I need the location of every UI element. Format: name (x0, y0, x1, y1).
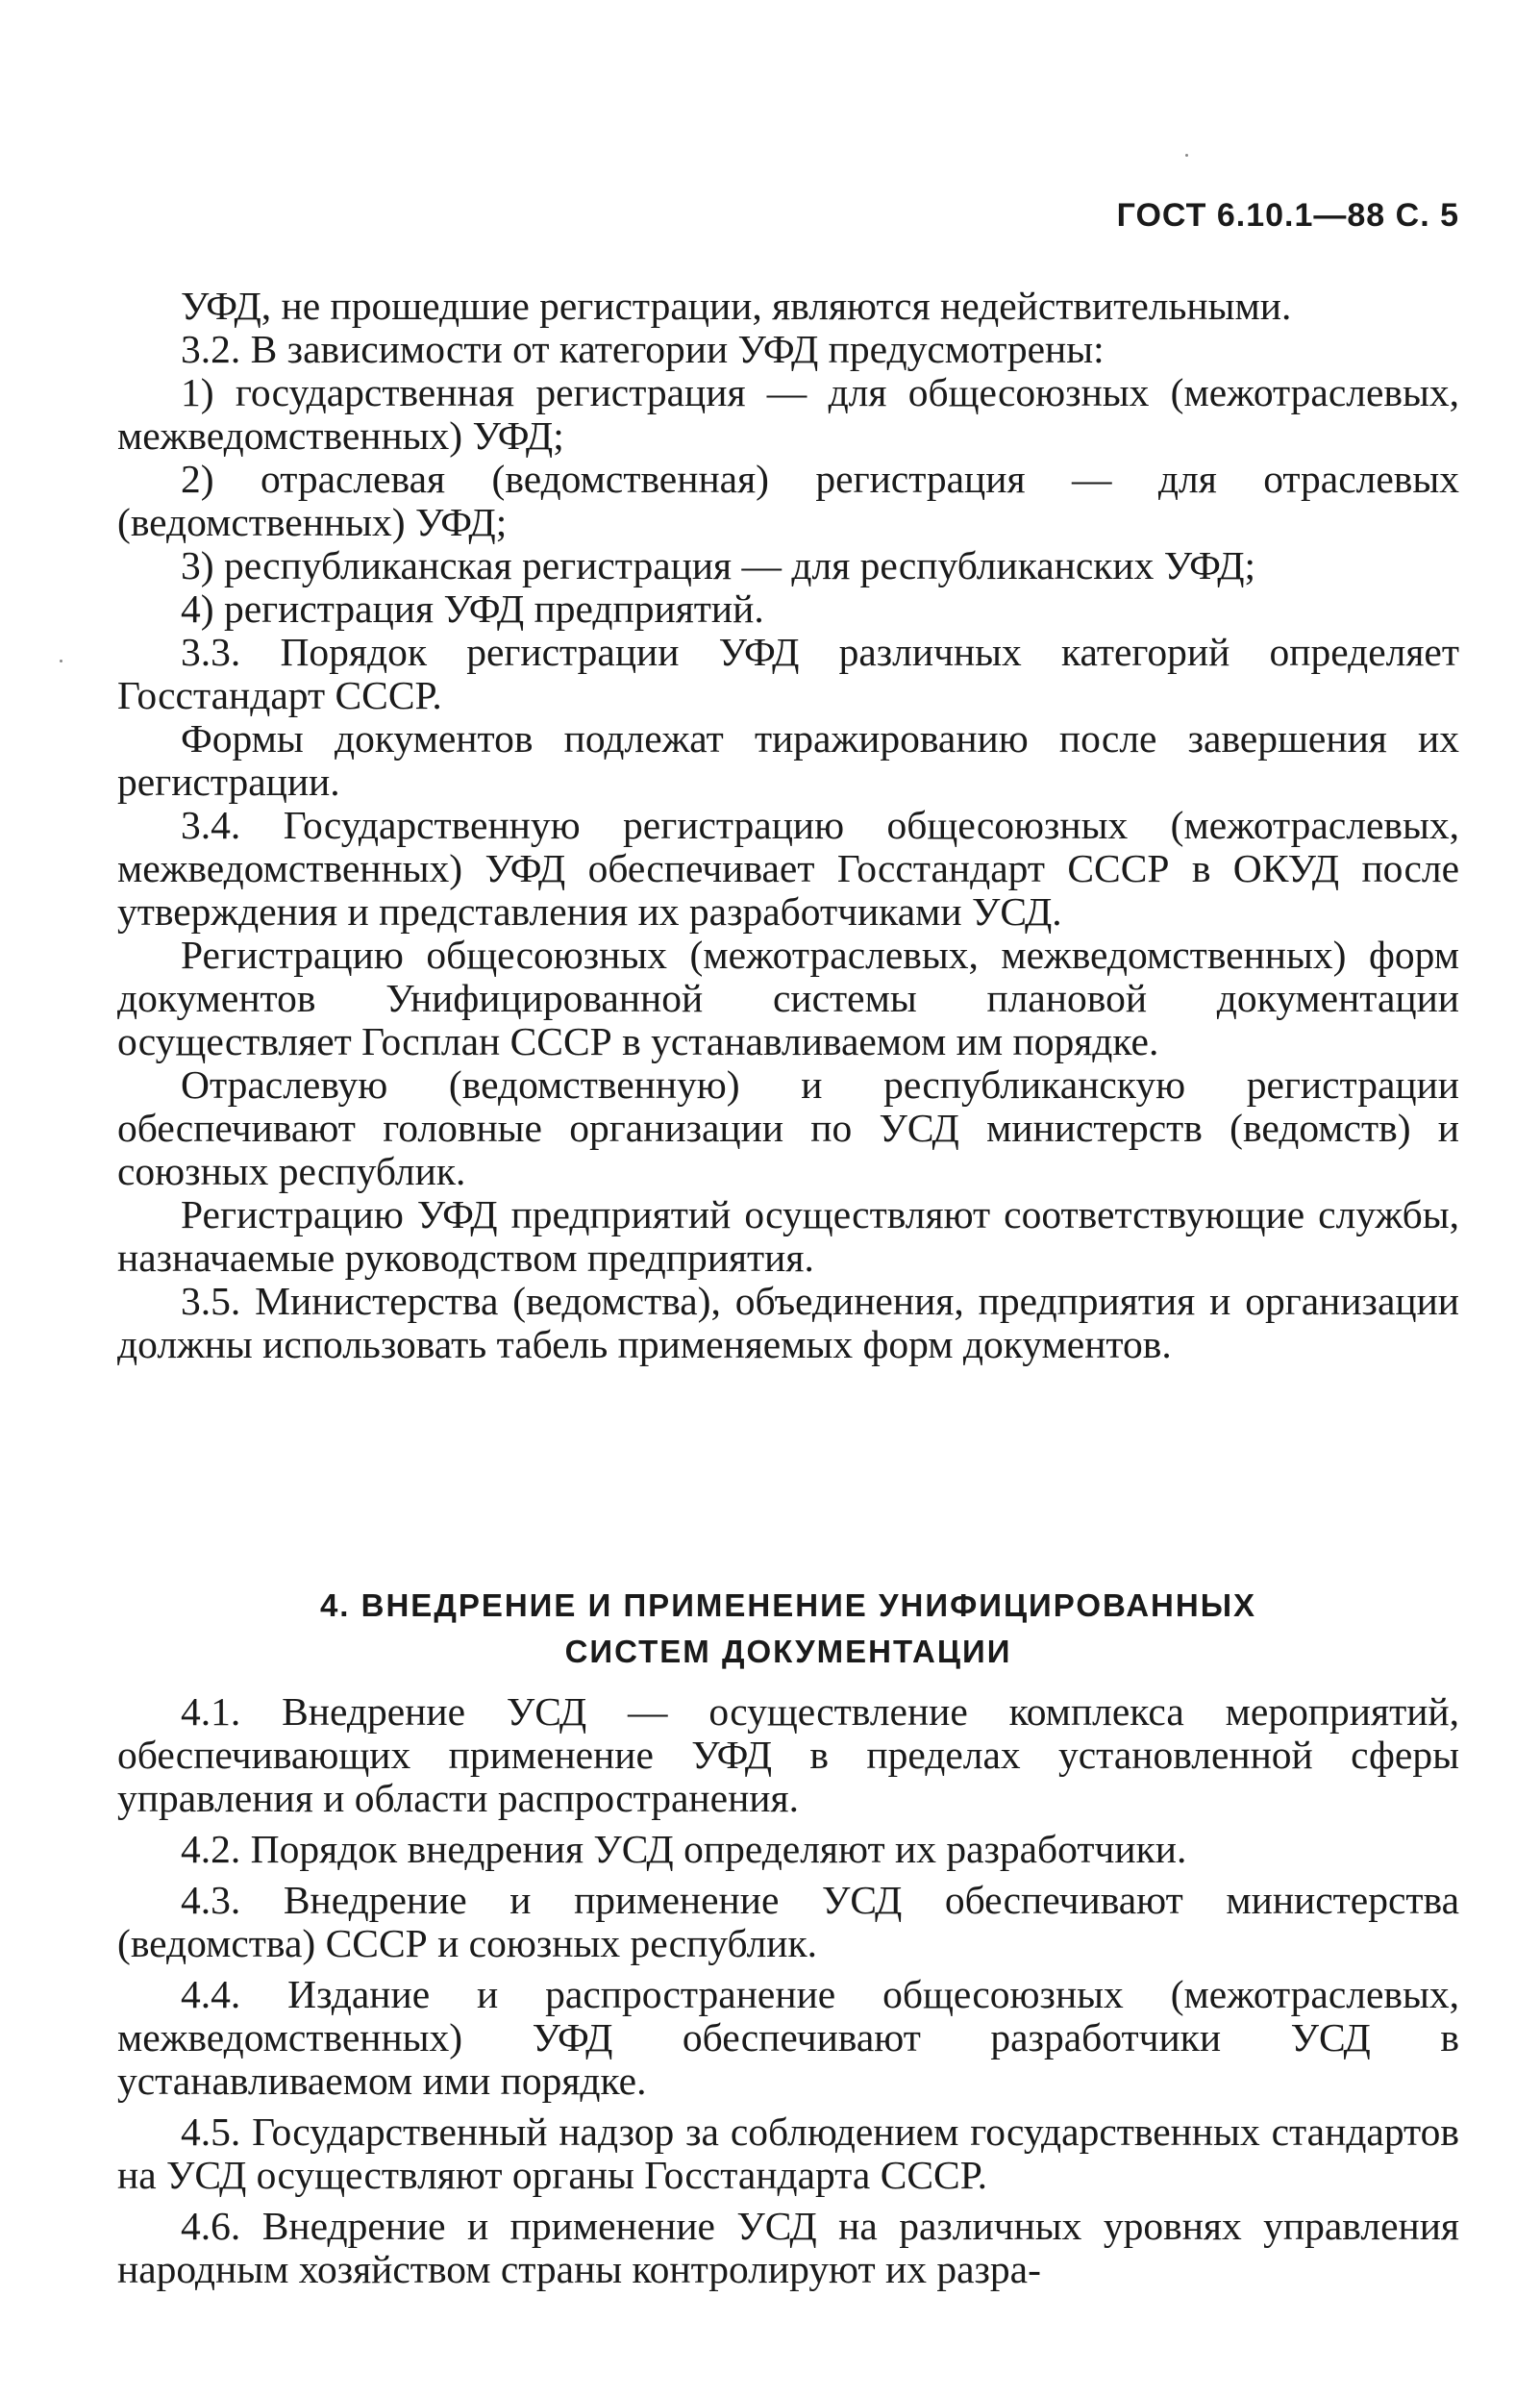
paragraph: 4.1. Внедрение УСД — осуществление комплекса мероприятий, обеспечивающих применение УФД в пределах установленной сферы управления и области распространения. (117, 1689, 1459, 1820)
heading-line: СИСТЕМ ДОКУМЕНТАЦИИ (564, 1634, 1012, 1669)
heading-line: 4. ВНЕДРЕНИЕ И ПРИМЕНЕНИЕ УНИФИЦИРОВАННЫХ (319, 1587, 1257, 1623)
paragraph: Регистрацию УФД предприятий осуществляют соответствующие службы, назначаемые руководством предприятия. (117, 1192, 1459, 1280)
section-4-heading (117, 1583, 1459, 1675)
paragraph: Регистрацию общесоюзных (межотраслевых, межведомственных) форм документов Унифицированной системы плановой документации осуществляет Госплан СССР в устанавливаемом им порядке. (117, 933, 1459, 1063)
list-item: 4) регистрация УФД предприятий. (181, 587, 764, 631)
paragraph: 4.3. Внедрение и применение УСД обеспечивают министерства (ведомства) СССР и союзных республик. (117, 1878, 1459, 1965)
paragraph: 4.2. Порядок внедрения УСД определяют их разработчики. (181, 1827, 1187, 1871)
paragraph: 3.5. Министерства (ведомства), объединения, предприятия и организации должны использовать табель применяемых форм документов. (117, 1279, 1459, 1366)
page-header: ГОСТ 6.10.1—88 С. 5 (1116, 197, 1459, 234)
paragraph: 4.4. Издание и распространение общесоюзных (межотраслевых, межведомственных) УФД обеспечивают разработчики УСД в устанавливаемом ими порядке. (117, 1972, 1459, 2103)
paragraph: УФД, не прошедшие регистрации, являются недействительными. (181, 284, 1292, 328)
list-item: 3) республиканская регистрация — для республиканских УФД; (181, 543, 1256, 587)
section-4-body (117, 1690, 1459, 2299)
list-item: 1) государственная регистрация — для общесоюзных (межотраслевых, межведомственных) УФД; (117, 370, 1459, 458)
paragraph: Формы документов подлежат тиражированию после завершения их регистрации. (117, 716, 1459, 804)
paragraph: 3.4. Государственную регистрацию общесоюзных (межотраслевых, межведомственных) УФД обеспечивает Госстандарт СССР в ОКУД после утверждения и представления их разработчиками УСД. (117, 803, 1459, 934)
paragraph: 3.3. Порядок регистрации УФД различных категорий определяет Госстандарт СССР. (117, 630, 1459, 717)
scan-speck (60, 660, 62, 662)
paragraph: 4.5. Государственный надзор за соблюдением государственных стандартов на УСД осуществляют органы Госстандарта СССР. (117, 2110, 1459, 2197)
list-item: 2) отраслевая (ведомственная) регистрация — для отраслевых (ведомственных) УФД; (117, 457, 1459, 544)
paragraph: 3.2. В зависимости от категории УФД предусмотрены: (181, 327, 1105, 371)
scan-speck (1185, 154, 1188, 157)
section-3-body (117, 285, 1459, 1366)
paragraph: 4.6. Внедрение и применение УСД на различных уровнях управления народным хозяйством страны контролируют их разра- (117, 2204, 1459, 2291)
paragraph: Отраслевую (ведомственную) и республиканскую регистрации обеспечивают головные организации по УСД министерств (ведомств) и союзных республик. (117, 1062, 1459, 1193)
